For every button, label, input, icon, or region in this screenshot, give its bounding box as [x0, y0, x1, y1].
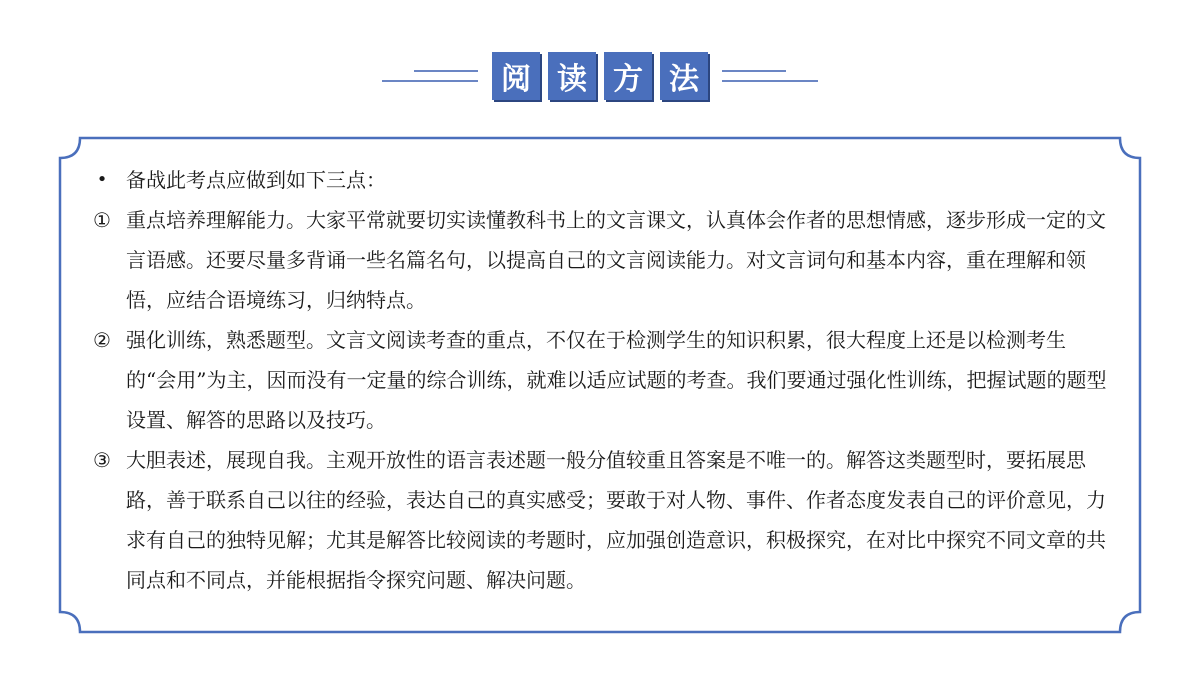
item-number: ① — [93, 208, 111, 232]
title-char: 方 — [604, 52, 652, 100]
intro-text: 备战此考点应做到如下三点： — [126, 168, 386, 192]
title-char: 法 — [660, 52, 708, 100]
item-text: 重点培养理解能力。大家平常就要切实读懂教科书上的文言课文，认真体会作者的思想情感，逐步形成一定的文言语感。还要尽量多背诵一些名篇名句，以提高自己的文言阅读能力。对文言词句和基本内容，重在理解和领悟，应结合语境练习，归纳特点。 — [126, 208, 1106, 312]
title-char: 阅 — [492, 52, 540, 100]
intro-item — [86, 160, 1116, 200]
left-deco-line-bottom — [382, 80, 478, 82]
item-text: 强化训练，熟悉题型。文言文阅读考查的重点，不仅在于检测学生的知识积累，很大程度上还是以检测考生的“会用”为主，因而没有一定量的综合训练，就难以适应试题的考查。我们要通过强化性训练，把握试题的题型设置、解答的思路以及技巧。 — [126, 328, 1107, 432]
item-text: 大胆表述，展现自我。主观开放性的语言表述题一般分值较重且答案是不唯一的。解答这类题型时，要拓展思路，善于联系自己以往的经验，表达自己的真实感受；要敢于对人物、事件、作者态度发表自己的评价意见，力求有自己的独特见解；尤其是解答比较阅读的考题时，应加强创造意识，积极探究，在对比中探究不同文章的共同点和不同点，并能根据指令探究问题、解决问题。 — [126, 448, 1106, 592]
list-item — [86, 320, 1116, 440]
item-number: ③ — [93, 448, 111, 472]
list-item — [86, 440, 1116, 600]
item-number: ② — [93, 328, 111, 352]
page-title — [492, 52, 708, 100]
title-char: 读 — [548, 52, 596, 100]
content-body — [86, 160, 1116, 600]
right-deco-line-bottom — [722, 80, 818, 82]
title-banner — [0, 52, 1200, 100]
left-deco-line-top — [414, 70, 478, 72]
list-item — [86, 200, 1116, 320]
right-deco-line-top — [722, 70, 786, 72]
bullet-marker: • — [96, 169, 108, 190]
